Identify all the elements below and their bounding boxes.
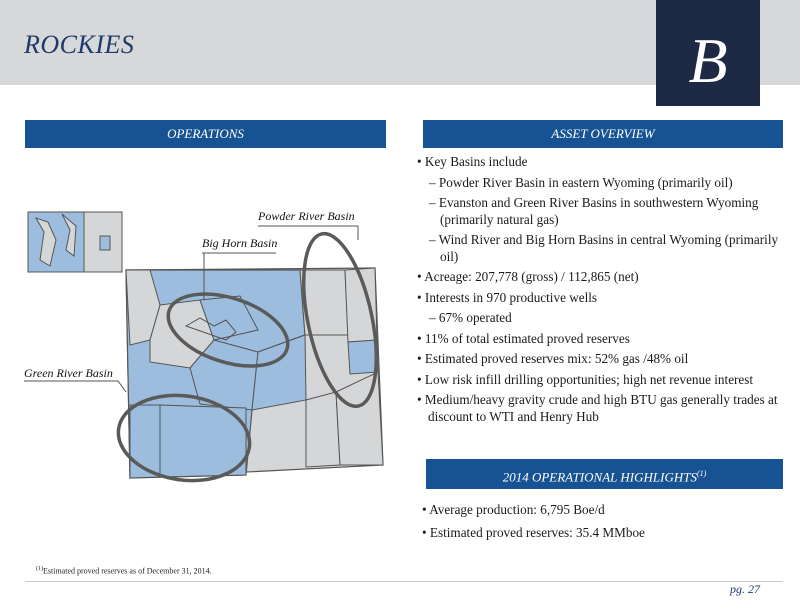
powder-river-basin-label: Powder River Basin xyxy=(258,209,355,223)
page-title: ROCKIES xyxy=(24,30,135,59)
footnote xyxy=(36,566,212,576)
list-item: • Medium/heavy gravity crude and high BTU gas generally trades at discount to WTI and Henry Hub xyxy=(417,392,778,424)
highlights-header xyxy=(426,459,783,489)
list-item: • Key Basins include xyxy=(417,154,528,169)
list-item: • Acreage: 207,778 (gross) / 112,865 (net) xyxy=(417,269,639,284)
asset-overview-list xyxy=(416,154,788,429)
logo-letter: B xyxy=(688,25,728,96)
green-river-leader xyxy=(24,381,126,392)
inset-region-map xyxy=(28,212,122,272)
list-item: • Interests in 970 productive wells xyxy=(417,289,598,305)
list-item: – Evanston and Green River Basins in southwestern Wyoming (primarily natural gas) xyxy=(429,195,759,227)
highlights-footnote-marker: (1) xyxy=(696,469,707,478)
asset-overview-header: ASSET OVERVIEW xyxy=(423,120,783,148)
list-item: • Low risk infill drilling opportunities; high net revenue interest xyxy=(417,371,754,387)
footer-divider xyxy=(25,581,783,582)
footnote-marker: (1) xyxy=(36,566,43,572)
county-map xyxy=(126,268,383,478)
list-item: • Average production: 6,795 Boe/d xyxy=(422,502,605,517)
highlights-header-label: 2014 OPERATIONAL HIGHLIGHTS xyxy=(502,469,697,485)
list-item: • 11% of total estimated proved reserves xyxy=(417,330,630,346)
company-logo xyxy=(656,0,760,106)
list-item: – Wind River and Big Horn Basins in central Wyoming (primarily oil) xyxy=(429,232,779,264)
highlights-list xyxy=(421,502,781,547)
logo-monogram-icon xyxy=(656,0,760,106)
list-item: • Estimated proved reserves: 35.4 MMboe xyxy=(422,524,645,540)
list-item: – Powder River Basin in eastern Wyoming (primarily oil) xyxy=(429,174,733,190)
page-number: pg. 27 xyxy=(730,582,760,596)
operations-header: OPERATIONS xyxy=(25,120,386,148)
big-horn-basin-label: Big Horn Basin xyxy=(202,236,278,250)
list-item: • Estimated proved reserves mix: 52% gas /48% oil xyxy=(417,351,689,366)
list-item: – 67% operated xyxy=(429,310,512,325)
green-river-basin-label: Green River Basin xyxy=(24,366,113,380)
footnote-text: Estimated proved reserves as of December 31, 2014. xyxy=(43,566,212,576)
